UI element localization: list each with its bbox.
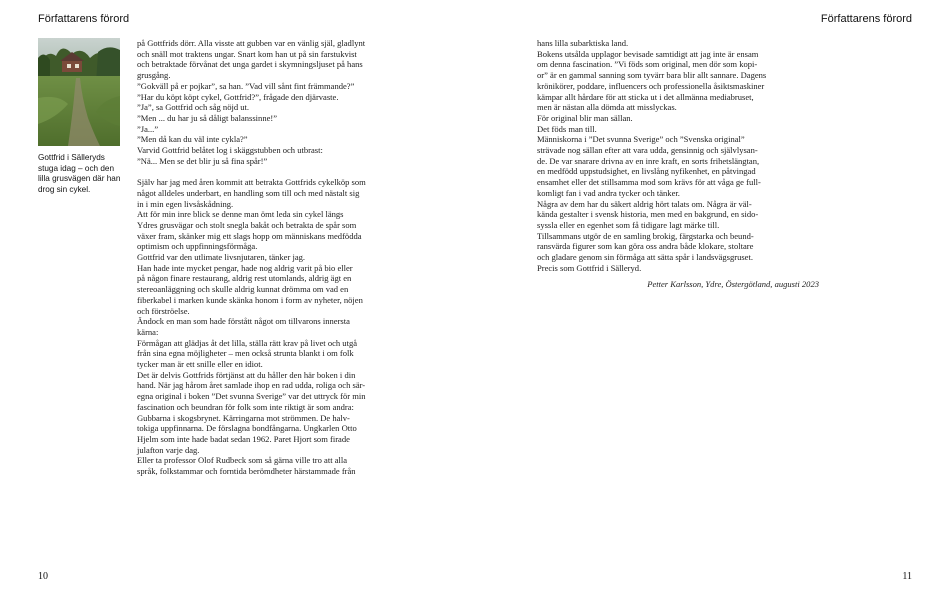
text-line: tokiga uppfinnarna. De förslagna bondfångarna. Ungkarlen Otto <box>137 423 357 434</box>
text-line: om denna fascination. ”Vi föds som original, men dör som kopi- <box>537 59 758 70</box>
text-line: och betraktade förvånat det unga gardet i skymningsljuset på hans <box>137 59 363 70</box>
text-line: de. De var snarare drivna av en inre kraft, en sorts frihetslängtan, <box>537 155 760 166</box>
text-line: tycker man är ett snille eller en idiot. <box>137 359 263 370</box>
text-line: fascination och beundran för folk som inte riktigt är som andra: <box>137 401 354 412</box>
text-line: ”Ja”, sa Gottfrid och såg nöjd ut. <box>137 102 250 113</box>
text-line: och gladare genom sin förmåga att sätta spår i landsvägsgruset. <box>537 252 753 263</box>
text-line: in i min egen livsåskådning. <box>137 198 234 209</box>
text-line: krönikörer, poddare, influencers och professionella åsiktsmaskiner <box>537 80 765 91</box>
text-line: Ydres grusvägar och stolt snegla bakåt och betrakta de spår som <box>137 219 357 230</box>
text-line: ransvärda figurer som kan göra oss andra både klokare, stoltare <box>537 241 754 252</box>
text-line: en medfödd uppstudsighet, en livslång nyfikenhet, en påtvingad <box>537 166 756 177</box>
left-text-column <box>137 38 419 477</box>
text-line: ”Ja...” <box>137 123 159 134</box>
text-line: växer fram, skänker mig ett slags hopp om människans medfödda <box>137 230 362 241</box>
text-line: optimism och uppfinningsförmåga. <box>137 241 258 252</box>
text-line: kärna: <box>137 326 159 337</box>
text-line: på Gottfrids dörr. Alla visste att gubben var en vänlig själ, gladlynt <box>137 38 366 48</box>
text-line: ”Har du köpt köpt cykel, Gottfrid?”, frågade den djärvaste. <box>137 91 339 102</box>
text-line: Att för min inre blick se denne man ömt leda sin cykel längs <box>137 209 344 220</box>
text-line: hans lilla subarktiska land. <box>537 38 629 48</box>
author-signature: Petter Karlsson, Ydre, Östergötland, augusti 2023 <box>647 279 819 290</box>
text-line: strävade nog sällan efter att vara udda, gensinnig och självlysan- <box>537 145 758 156</box>
text-line: Själv har jag med åren kommit att betrakta Gottfrids cykelköp som <box>137 177 366 188</box>
text-line: Gottfrid var den utlimate livsnjutaren, tänker jag. <box>137 252 306 263</box>
text-line: kända gestalter i svensk historia, men med en bakgrund, en sido- <box>537 209 759 220</box>
text-line: Tillsammans utgör de en samling brokig, färgstarka och beund- <box>537 230 754 241</box>
text-line: språk, folkstammar och forntida berömdheter härstammade från <box>137 466 356 477</box>
text-line: Bokens utsålda upplagor bevisade samtidigt att jag inte är ensam <box>537 48 759 59</box>
text-line: men är nästan alla dömda att misslyckas. <box>537 102 677 113</box>
text-line: hand. När jag hårom året samlade ihop en rad udda, roliga och sär- <box>137 380 366 391</box>
text-line: och snäll mot traktens ungar. Snart kom han ut på sin farstukvist <box>137 48 357 59</box>
text-line: ”Gokväll på er pojkar”, sa han. ”Vad vill sånt fint främmande?” <box>137 80 355 91</box>
text-line: grusgång. <box>137 70 171 81</box>
text-line: från sina egna möjligheter – men också strunta blankt i om folk <box>137 348 354 359</box>
text-line: Förmågan att glädjas åt det lilla, ställa rätt krav på livet och utgå <box>137 337 358 348</box>
text-line: Eller ta professor Olof Rudbeck som så gärna ville tro att alla <box>137 455 348 466</box>
text-line: Han hade inte mycket pengar, hade nog aldrig varit på bio eller <box>137 262 353 273</box>
text-line: Ändock en man som hade förstått något om tillvarons innersta <box>137 316 350 327</box>
running-header-right: Författarens förord <box>820 13 912 25</box>
text-line: Några av dem har du säkert aldrig hört talats om. Några är väl- <box>537 198 752 209</box>
text-line: or” är en gammal sanning som tyvärr bara blir allt sannare. Dagens <box>537 70 767 81</box>
text-line: ”Men ... du har ju så dåligt balanssinne!” <box>137 112 278 123</box>
text-line: Varvid Gottfrid belåtet log i skäggstubben och utbrast: <box>137 145 323 156</box>
page-number-right: 11 <box>902 571 912 582</box>
text-line: ”Nä... Men se det blir ju så fina spår!” <box>137 155 268 166</box>
text-line: ”Men då kan du väl inte cykla?” <box>137 134 248 145</box>
text-line: något alldeles underbart, en handling som till och med nästalt sig <box>137 187 360 198</box>
page-number-left: 10 <box>38 571 48 582</box>
cottage-photo <box>38 38 120 146</box>
text-line: komligt fan i vad andra tycker och tänker. <box>537 187 680 198</box>
text-line: Hjelm som inte hade badat sedan 1962. Paret Hjort som firade <box>137 434 350 444</box>
text-line: ensamhet eller det stillsamma mod som krävs för att våga ge full- <box>537 177 761 188</box>
running-header-left: Författarens förord <box>38 13 130 25</box>
text-line: Precis som Gottfrid i Sälleryd. <box>537 262 642 273</box>
text-line: För original blir man sällan. <box>537 112 633 123</box>
photo-caption: Gottfrid i Sälleryds stuga idag – och den lilla grusvägen där han drog sin cykel. <box>38 153 121 194</box>
text-line: fiberkabel i marken kunde skänka honom i form av nyheter, nöjen <box>137 294 363 305</box>
text-line: kämpar allt hårdare för att sticka ut i det allmänna mediabruset, <box>537 91 754 102</box>
text-line: egna original i boken ”Det svunna Sverige” var det uttryck för min <box>137 391 366 402</box>
cottage-photo-image <box>38 38 120 146</box>
text-line: Gubbarna i skogsbrynet. Kärringarna mot strömmen. De halv- <box>137 412 350 423</box>
text-line: Det föds man till. <box>537 123 597 134</box>
text-line: på någon finare restaurang, aldrig rest utomlands, aldrig ägt en <box>137 273 352 284</box>
text-line: och förströelse. <box>137 305 190 316</box>
text-line: Människorna i ”Det svunna Sverige” och ”Svenska original” <box>537 134 745 145</box>
text-line: julafton varje dag. <box>137 444 200 455</box>
text-line: syssla eller en egenhet som få tidigare lagt märke till. <box>537 219 720 230</box>
text-line: Det är delvis Gottfrids förtjänst att du håller den här boken i din <box>137 369 356 380</box>
text-line: stereoanläggning och skulle aldrig kunnat drömma om vad en <box>137 284 349 295</box>
right-text-column <box>537 38 819 290</box>
